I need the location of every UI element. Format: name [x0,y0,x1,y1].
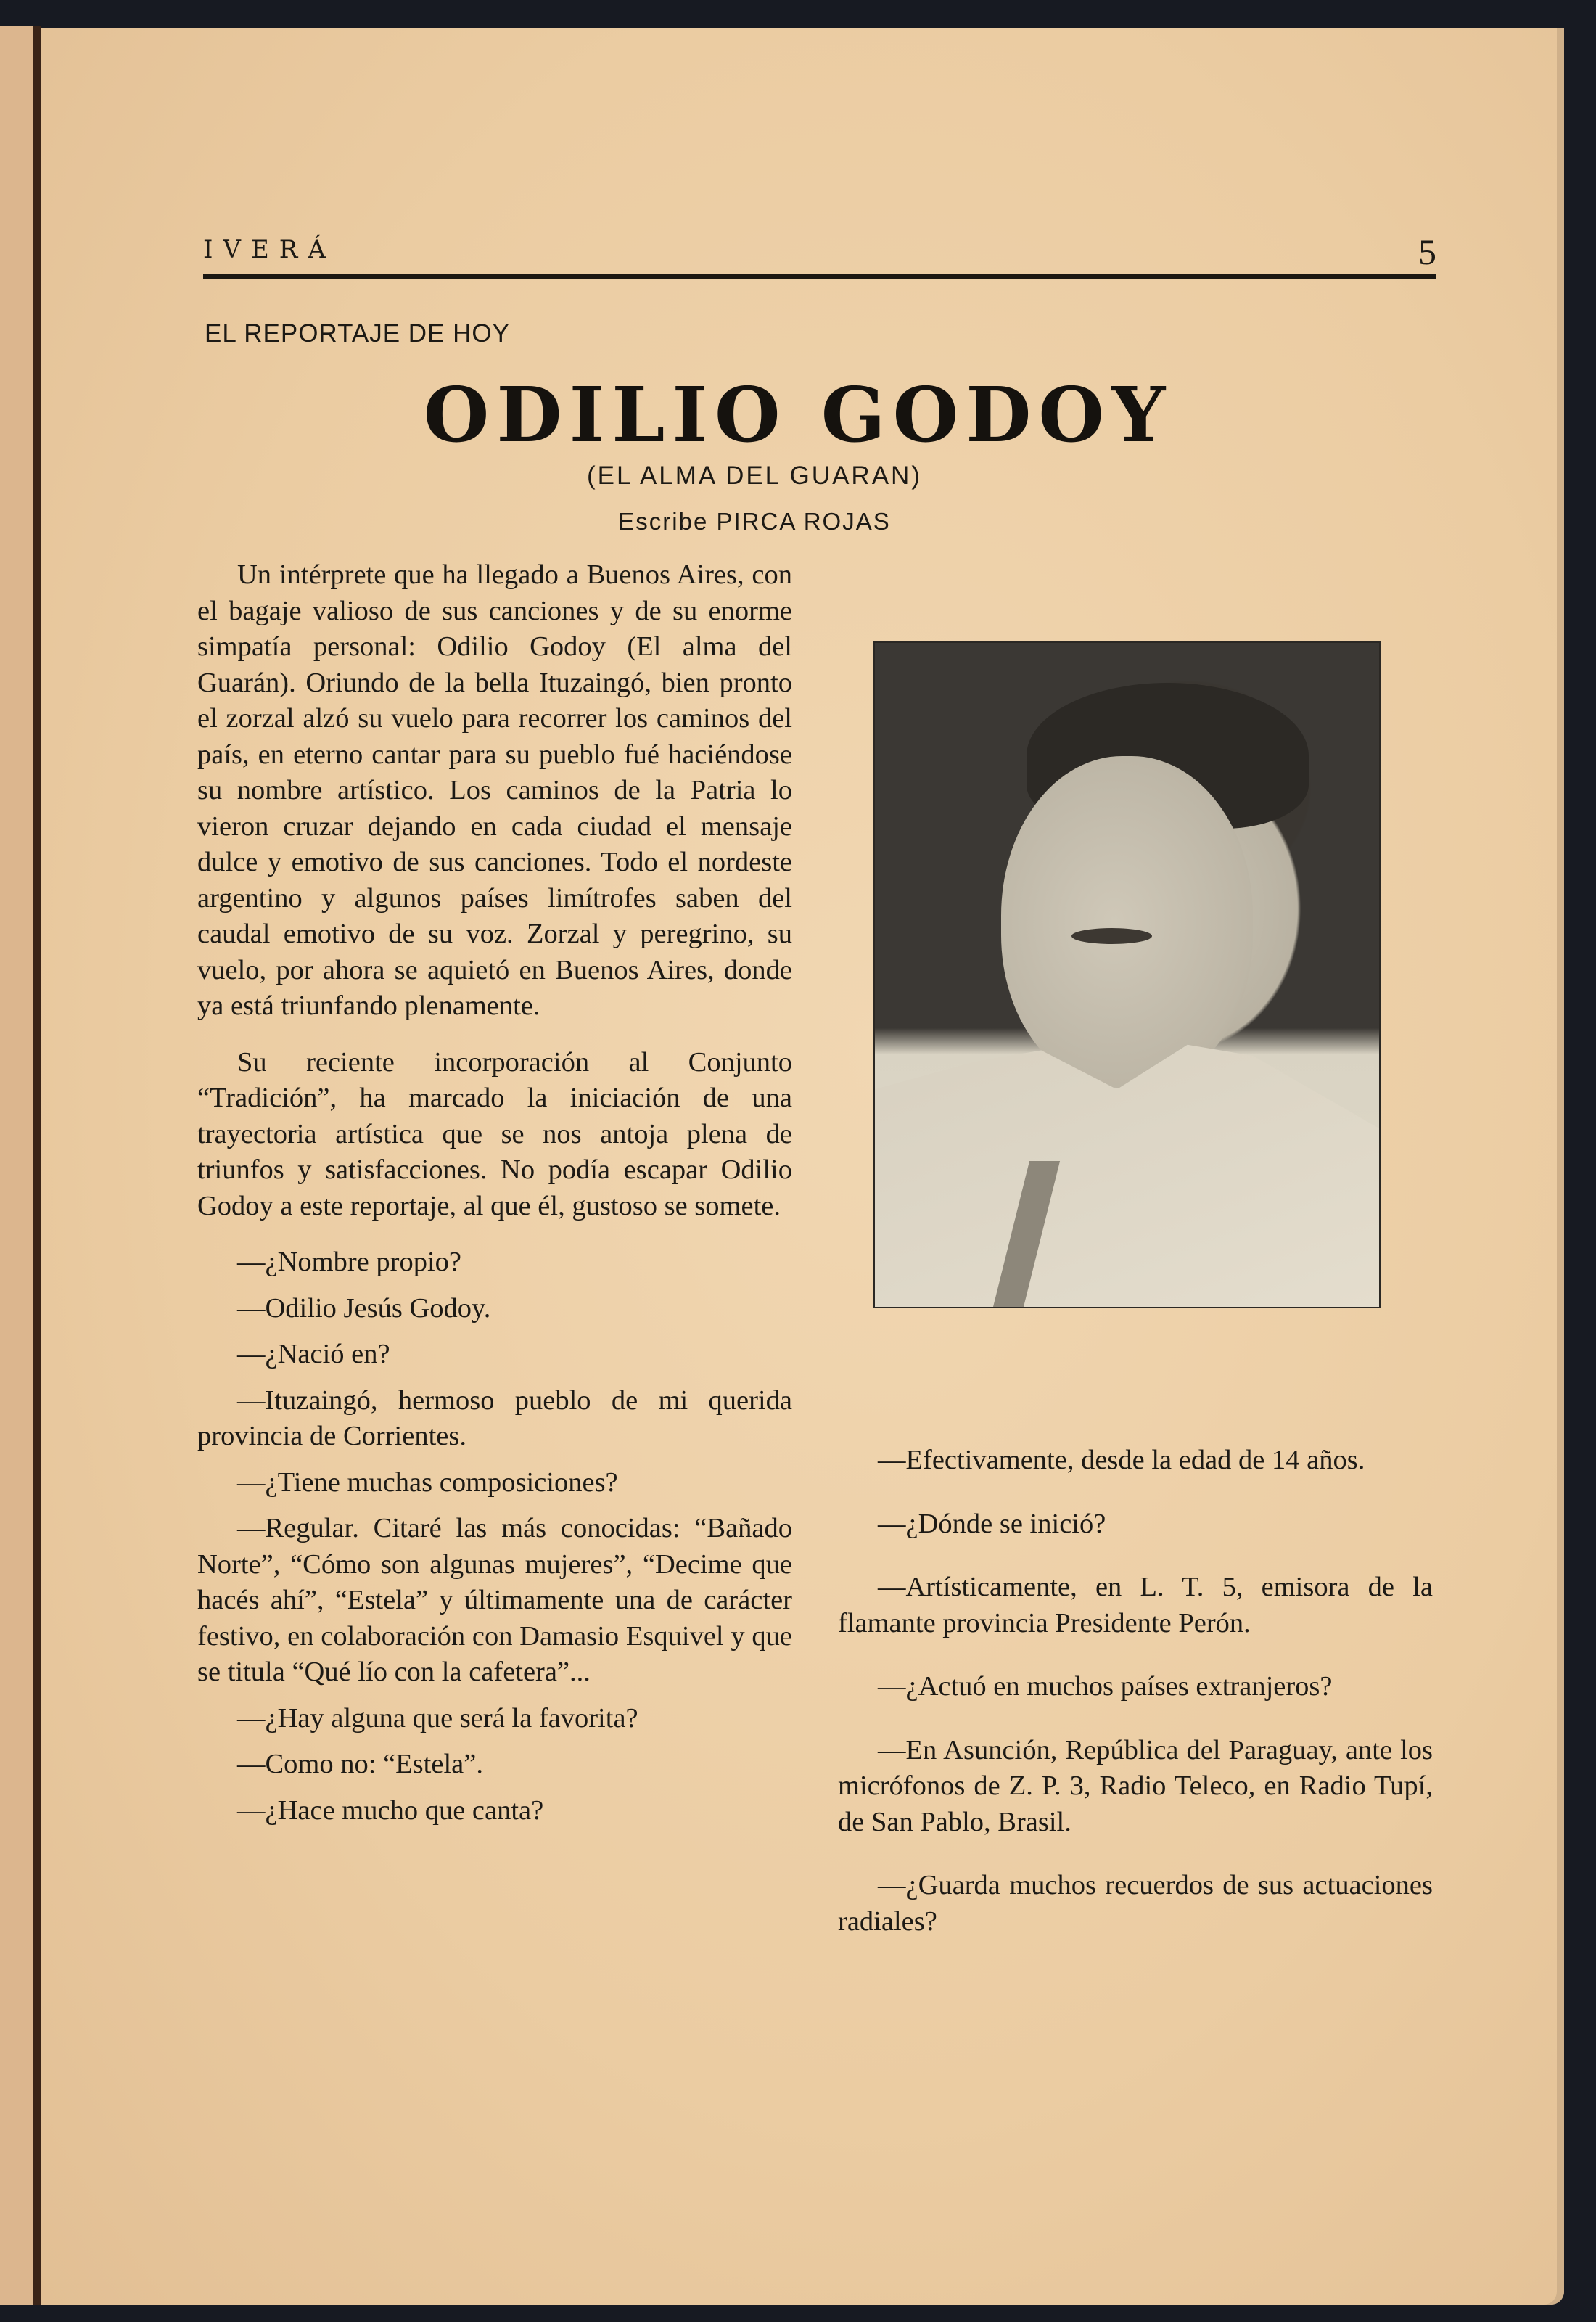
interview-line: —Efectivamente, desde la edad de 14 años. [878,1445,1365,1475]
interview-line: —¿Guarda muchos recuerdos de sus actuaciones radiales? [838,1870,1433,1937]
interview-line: —¿Nombre propio? [237,1247,461,1277]
interview-line: —Artísticamente, en L. T. 5, emisora de la flamante provincia Presidente Perón. [838,1572,1433,1638]
article-title: ODILIO GODOY [423,370,1173,459]
interview-line: —Como no: “Estela”. [237,1749,483,1779]
portrait-photo [873,641,1381,1308]
interview-line: —Ituzaingó, hermoso pueblo de mi querida provincia de Corrientes. [197,1384,792,1451]
adjacent-page-edge [0,26,38,2305]
article-subtitle: (EL ALMA DEL GUARAN) [587,461,922,490]
right-column [838,1443,1433,1967]
binding-spine [33,26,41,2305]
interview-line: —Odilio Jesús Godoy. [237,1292,491,1324]
interview-line: —¿Hace mucho que canta? [237,1794,544,1826]
intro-paragraph: Un intérprete que ha llegado a Buenos Aires, con el bagaje valioso de sus canciones y de su enorme simpatía personal: Odilio Godoy (El alma del Guarán). Oriundo de la bella Ituzaingó, bien pronto el zorzal alzó su vuelo para recorrer los caminos del país, en eterno cantar para su pueblo fué haciéndose su nombre artístico. Los caminos de la Patria lo vieron cruzar dejando en cada ciudad el mensaje dulce y emotivo de sus canciones. Todo el nordeste argentino y algunos países limítrofes saben del caudal emotivo de su voz. Zorzal y peregrino, su vuelo, por ahora se aquietó en Buenos Aires, donde ya está triunfando plenamente. [197,559,792,1021]
interview-line: —¿Actuó en muchos países extranjeros? [878,1671,1333,1702]
portrait-face [1001,756,1254,1088]
left-column [197,557,792,1839]
interview-line: —¿Hay alguna que será la favorita? [237,1702,638,1734]
page-number: 5 [1418,231,1436,272]
intro-paragraph: Su reciente incorporación al Conjunto “Tradición”, ha marcado la iniciación de una trayectoria artística que se nos antoja plena de triunfos y satisfacciones. No podía escapar Odilio Godoy a este reportaje, al que él, gustoso se somete. [197,1046,792,1221]
article-byline: Escribe PIRCA ROJAS [618,508,891,535]
magazine-name: IVERÁ [203,235,336,264]
section-kicker: EL REPORTAJE DE HOY [205,319,510,348]
interview-line: —¿Nació en? [237,1339,390,1369]
interview-line: —¿Dónde se inició? [878,1508,1106,1539]
running-header [203,231,1436,279]
interview-line: —Regular. Citaré las más conocidas: “Bañado Norte”, “Cómo son algunas mujeres”, “Decime que hacés ahí”, “Estela” y últimamente una de carácter festivo, en colaboración con Damasio Esquivel y que se titula “Qué lío con la cafetera”... [197,1513,792,1687]
interview-line: —¿Tiene muchas composiciones? [237,1466,618,1498]
interview-line: —En Asunción, República del Paraguay, ante los micrófonos de Z. P. 3, Radio Teleco, en Radio Tupí, de San Pablo, Brasil. [838,1734,1433,1837]
